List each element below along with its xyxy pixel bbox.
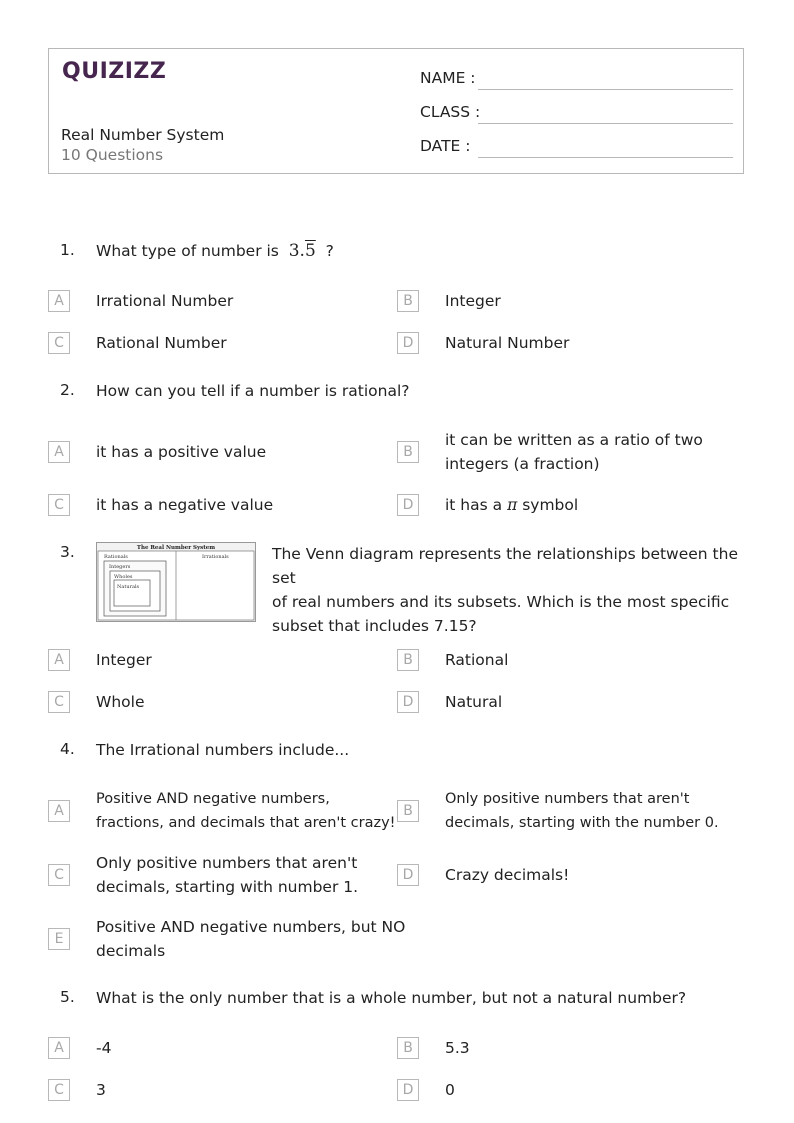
option-text: 5.3 xyxy=(445,1039,470,1057)
quizizz-logo xyxy=(62,59,166,84)
question-2-text: How can you tell if a number is rational? xyxy=(96,382,410,400)
option-text: -4 xyxy=(96,1039,112,1057)
option-box-b[interactable]: B xyxy=(397,441,419,463)
option-text: 0 xyxy=(445,1081,455,1099)
option-box-b[interactable]: B xyxy=(397,1037,419,1059)
class-field[interactable] xyxy=(478,123,733,124)
venn-diagram-image xyxy=(96,542,256,622)
option-line: decimals, starting with the number 0. xyxy=(445,815,719,831)
question-2-number: 2. xyxy=(60,381,75,399)
option-line: decimals, starting with number 1. xyxy=(96,878,359,896)
question-1-end: ? xyxy=(325,242,334,260)
worksheet-header xyxy=(48,48,744,174)
venn-integers-label: Integers xyxy=(109,564,131,570)
question-count: 10 Questions xyxy=(61,146,164,164)
option-text xyxy=(96,787,396,835)
question-line: The Venn diagram represents the relationships between the set xyxy=(272,545,738,587)
option-text: 3 xyxy=(96,1081,106,1099)
option-line: Positive AND negative numbers, but NO xyxy=(96,918,406,936)
option-text: Integer xyxy=(445,292,501,310)
option-box-b[interactable]: B xyxy=(397,649,419,671)
option-box-c[interactable]: C xyxy=(48,1079,70,1101)
option-box-d[interactable]: D xyxy=(397,691,419,713)
option-text: it has a negative value xyxy=(96,496,274,514)
repeating-digit: 5 xyxy=(304,241,316,261)
venn-wholes-label: Wholes xyxy=(114,574,133,580)
question-5-text: What is the only number that is a whole number, but not a natural number? xyxy=(96,989,687,1007)
logo-text: QUIZIZZ xyxy=(62,59,167,84)
question-5-number: 5. xyxy=(60,988,75,1006)
option-box-d[interactable]: D xyxy=(397,1079,419,1101)
option-text: it has a positive value xyxy=(96,443,267,461)
option-text: Rational Number xyxy=(96,334,227,352)
option-box-e[interactable]: E xyxy=(48,928,70,950)
question-1-text xyxy=(96,239,334,263)
question-1-math: 3.5 xyxy=(288,241,316,261)
option-text: Whole xyxy=(96,693,145,711)
question-line: subset that includes 7.15? xyxy=(272,617,477,635)
option-box-b[interactable]: B xyxy=(397,290,419,312)
venn-title: The Real Number System xyxy=(136,545,216,551)
question-3-number: 3. xyxy=(60,543,75,561)
option-line: integers (a fraction) xyxy=(445,455,600,473)
option-box-d[interactable]: D xyxy=(397,494,419,516)
option-text xyxy=(445,493,578,517)
option-text xyxy=(96,915,405,963)
option-text: Natural Number xyxy=(445,334,570,352)
option-line: fractions, and decimals that aren't crazy! xyxy=(96,815,396,831)
option-box-a[interactable]: A xyxy=(48,441,70,463)
venn-irrationals: Irrationals xyxy=(202,554,229,560)
quiz-title: Real Number System xyxy=(61,126,225,144)
question-4-number: 4. xyxy=(60,740,75,758)
venn-rationals: Rationals xyxy=(104,554,128,560)
option-line: Positive AND negative numbers, xyxy=(96,791,330,807)
option-post: symbol xyxy=(522,496,579,514)
option-line: it can be written as a ratio of two xyxy=(445,431,703,449)
option-box-d[interactable]: D xyxy=(397,332,419,354)
option-text xyxy=(445,428,703,476)
question-1-prompt: What type of number is xyxy=(96,242,279,260)
date-field[interactable] xyxy=(478,157,733,158)
option-box-a[interactable]: A xyxy=(48,649,70,671)
question-4-text: The Irrational numbers include... xyxy=(96,741,350,759)
option-text: Natural xyxy=(445,693,503,711)
name-label: NAME : xyxy=(420,69,476,87)
question-1-number: 1. xyxy=(60,241,75,259)
option-text: Irrational Number xyxy=(96,292,234,310)
option-text xyxy=(445,787,719,835)
option-box-b[interactable]: B xyxy=(397,800,419,822)
name-field[interactable] xyxy=(478,89,733,90)
option-text: Integer xyxy=(96,651,152,669)
question-line: of real numbers and its subsets. Which is the most specific xyxy=(272,593,730,611)
option-text xyxy=(96,851,358,899)
option-text: Crazy decimals! xyxy=(445,866,570,884)
option-box-d[interactable]: D xyxy=(397,864,419,886)
option-box-a[interactable]: A xyxy=(48,290,70,312)
option-box-c[interactable]: C xyxy=(48,332,70,354)
date-label: DATE : xyxy=(420,137,471,155)
option-line: Only positive numbers that aren't xyxy=(445,791,690,807)
option-box-a[interactable]: A xyxy=(48,1037,70,1059)
option-box-a[interactable]: A xyxy=(48,800,70,822)
venn-naturals-label: Naturals xyxy=(117,584,140,590)
option-box-c[interactable]: C xyxy=(48,494,70,516)
question-3-text xyxy=(272,542,752,638)
option-text: Rational xyxy=(445,651,509,669)
option-box-c[interactable]: C xyxy=(48,691,70,713)
pi-symbol: π xyxy=(507,496,518,514)
option-line: decimals xyxy=(96,942,166,960)
option-pre: it has a xyxy=(445,496,503,514)
option-box-c[interactable]: C xyxy=(48,864,70,886)
class-label: CLASS : xyxy=(420,103,481,121)
option-line: Only positive numbers that aren't xyxy=(96,854,358,872)
